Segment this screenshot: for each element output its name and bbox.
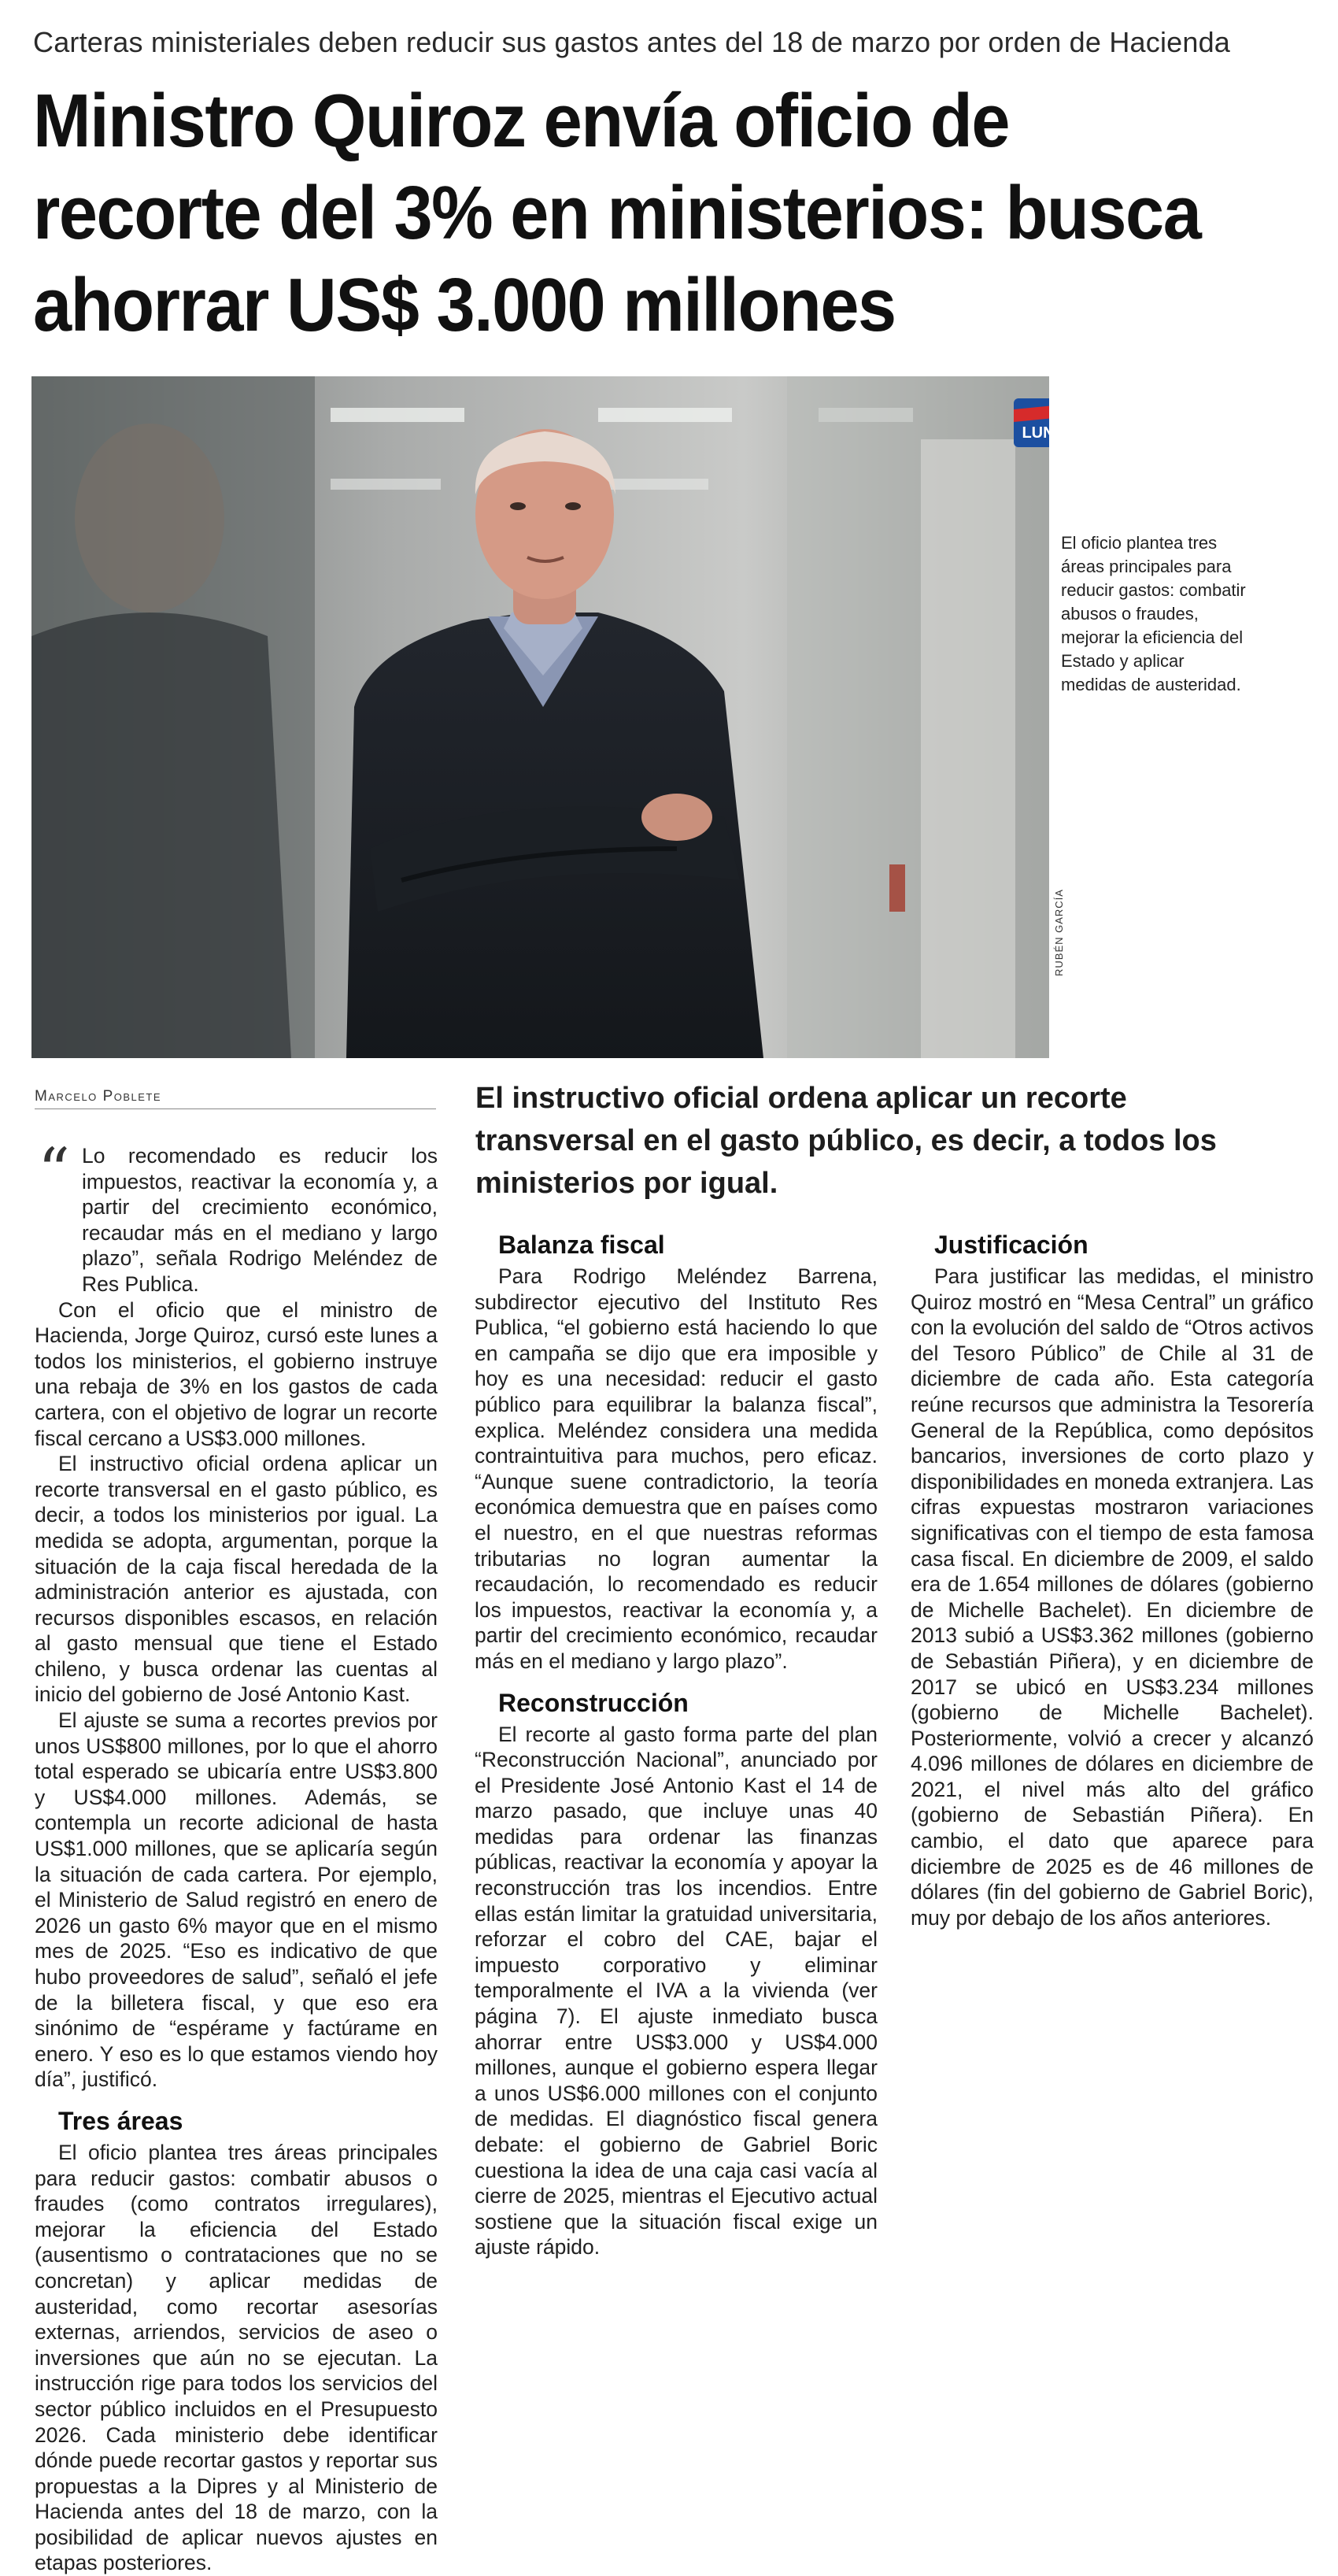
subhead-justificacion: Justificación [934, 1231, 1089, 1259]
body-paragraph: Para Rodrigo Meléndez Barrena, subdirector ejecutivo del Instituto Res Publica, “el gobierno está haciendo lo que en campaña se dijo que era imposible y hoy es una necesidad: reducir el gasto público para equilibrar la balanza fiscal”, explica. Meléndez considera una medida contraintuitiva para muchos, pero eficaz. “Aunque suene contradictorio, la teoría económica demuestra que en países como el nuestro, en el que nuestras reformas tributarias no logran aumentar la recaudación, lo recomendado es reducir los impuestos, reactivar la economía y, a partir del crecimiento económico, recaudar más en el mediano y largo plazo”. [475, 1264, 878, 1673]
body-paragraph: El instructivo oficial ordena aplicar un recorte transversal en el gasto público, es decir, a todos los ministerios por igual. La medida se adopta, argumentan, porque la situación de la caja fiscal heredada de la administración anterior es ajustada, con recursos disponibles escasos, en relación al gasto mensual que tiene el Estado chileno, y busca ordenar las cuentas al inicio del gobierno de José Antonio Kast. [35, 1452, 438, 1707]
body-paragraph: El ajuste se suma a recortes previos por unos US$800 millones, por lo que el ahorro total esperado se ubicaría entre US$3.800 y US$4.000 millones. Además, se contempla un recorte adicional de hasta US$1.000 millones, que se aplicaría según la situación de cada cartera. Por ejemplo, el Ministerio de Salud registró en enero de 2026 un gasto 6% mayor que en el mismo mes de 2025. “Eso es indicativo de que hubo proveedores de salud”, señaló el jefe de la billetera fiscal, y que eso era sinónimo de “espérame y factúrame en enero. Y eso es lo que estamos viendo hoy día”, justificó. [35, 1708, 438, 2092]
body-paragraph: Lo recomendado es reducir los impuestos, reactivar la economía y, a partir del crecimiento económico, recaudar más en el mediano y largo plazo”, señala Rodrigo Meléndez de Res Publica. [82, 1144, 438, 1296]
body-paragraph: Con el oficio que el ministro de Hacienda, Jorge Quiroz, cursó este lunes a todos los ministerios, el gobierno instruye una rebaja de 3% en los gastos de cada cartera, con el objetivo de lograr un recorte fiscal cercano a US$3.000 millones. [35, 1297, 438, 1450]
subhead-tres-areas: Tres áreas [58, 2106, 183, 2135]
body-paragraph: El recorte al gasto forma parte del plan “Reconstrucción Nacional”, anunciado por el Presidente José Antonio Kast el 14 de marzo pasado, que incluye unas 40 medidas para ordenar las finanzas públicas, reactivar la economía y apoyar la reconstrucción tras los incendios. Entre ellas están limitar la gratuidad universitaria, reforzar el cobro del CAE, bajar el impuesto corporativo y eliminar temporalmente el IVA a la vivienda (ver página 7). El ajuste inmediato busca ahorrar entre US$3.000 y US$4.000 millones, aunque el gobierno espera llegar a unos US$6.000 millones con el conjunto de medidas. El diagnóstico fiscal genera debate: el gobierno de Gabriel Boric cuestiona la idea de una caja casi vacía al cierre de 2025, mientras el Ejecutivo actual sostiene que la situación fiscal exige un ajuste rápido. [475, 1722, 878, 2260]
logo-text: LUN [1022, 424, 1055, 442]
subhead-balanza-fiscal: Balanza fiscal [498, 1231, 665, 1259]
article-column-1 [35, 1143, 438, 2576]
headline: Ministro Quiroz envía oficio de recorte del 3% en ministerios: busca ahorrar US$ 3.000 millones [33, 79, 1201, 347]
kicker: Carteras ministeriales deben reducir sus gastos antes del 18 de marzo por orden de Hacienda [33, 26, 1231, 58]
lun-logo [1014, 398, 1055, 447]
photo-credit: RUBÉN GARCÍA [1053, 889, 1065, 976]
body-paragraph: El oficio plantea tres áreas principales para reducir gastos: combatir abusos o fraudes (como contratos irregulares), mejorar la eficiencia del Estado (ausentismo o contrataciones que no se concretan) y aplicar medidas de austeridad, como recortar asesorías externas, arriendos, servicios de aseo o inversiones que aún no se ejecutan. La instrucción rige para todos los servicios del sector público incluidos en el Presupuesto 2026. Cada ministerio debe identificar dónde puede recortar gastos y reportar sus propuestas a la Dipres y al Ministerio de Hacienda antes del 18 de marzo, con la posibilidad de aplicar nuevos ajustes en etapas posteriores. [35, 2140, 438, 2575]
photo-illustration [31, 376, 1055, 1058]
subhead-reconstruccion: Reconstrucción [498, 1688, 689, 1717]
article-column-2 [475, 1216, 878, 2260]
photo-caption: El oficio plantea tres áreas principales para reducir gastos: combatir abusos o fraudes, mejorar la eficiencia del Estado y aplicar medidas de austeridad. [1061, 533, 1246, 694]
pull-quote: El instructivo oficial ordena aplicar un recorte transversal en el gasto público, es decir, a todos los ministerios por igual. [475, 1082, 1217, 1200]
article-column-3 [911, 1216, 1314, 1930]
article-photo [31, 376, 1055, 1058]
byline: Marcelo Poblete [35, 1088, 436, 1109]
opening-quote-mark: “ [38, 1134, 70, 1208]
body-paragraph: Para justificar las medidas, el ministro Quiroz mostró en “Mesa Central” un gráfico con la evolución del saldo de “Otros activos del Tesoro Público” de Chile al 31 de diciembre de cada año. Esta categoría reúne recursos que administra la Tesorería General de la República, como depósitos bancarios, inversiones de corto plazo y disponibilidades en moneda extranjera. Las cifras expuestas mostraron variaciones significativas con el tiempo de esta famosa casa fiscal. En diciembre de 2009, el saldo era de 1.654 millones de dólares (gobierno de Michelle Bachelet). En diciembre de 2013 subió a US$3.362 millones (gobierno de Sebastián Piñera), y en diciembre de 2017 se ubicó en US$3.234 millones (gobierno de Michelle Bachelet). Posteriormente, volvió a crecer y alcanzó 4.096 millones de dólares en diciembre de 2021, el nivel más alto del gráfico (gobierno de Sebastián Piñera). En cambio, el dato que aparece para diciembre de 2025 es de 46 millones de dólares (fin del gobierno de Gabriel Boric), muy por debajo de los años anteriores. [911, 1264, 1314, 1930]
